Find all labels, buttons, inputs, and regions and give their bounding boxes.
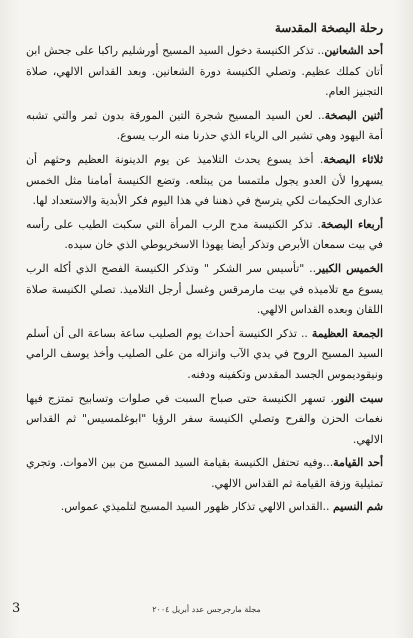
paragraph-thursday [26, 259, 383, 321]
paragraph-heading: الخميس الكبير [316, 261, 383, 275]
paragraph-tuesday [26, 150, 383, 212]
paragraph-text: .. لعن السيد المسيح شجرة التين المورقة بدون ثمر والتي تشبه أمة اليهود وهي تشير الى الرياء الذي حذرنا منه الرب يسوع. [26, 108, 383, 143]
paragraph-easter [26, 453, 383, 494]
paragraph-sham-el-nessim [26, 497, 383, 518]
page-number: 3 [12, 601, 21, 616]
paragraph-heading: أثنين البصخة [324, 108, 383, 122]
paragraph-good-friday [26, 324, 383, 386]
paragraph-text: ..القداس الالهي تذكار ظهور السيد المسيح لتلميذي عمواس. [60, 500, 333, 514]
paragraph-text: . تسهر الكنيسة حتى صباح السبت في صلوات وتسابيح تمتزج فيها نغمات الحزن والفرح وتصلي الكنيسة سفر الرؤيا "ابوغلمسيس" ثم القداس الالهي. [26, 391, 383, 446]
paragraph-heading: شم النسيم [332, 500, 383, 514]
paragraph-text: ...وفيه تحتفل الكنيسة بقيامة السيد المسيح من بين الاموات. وتجري تمثيلية وزفة القيامة ثم القداس الالهي. [26, 456, 383, 490]
paragraph-heading: سبت النور [333, 391, 383, 405]
paragraph-heading: الجمعة العظيمة [311, 326, 383, 340]
article-body [26, 18, 383, 521]
paragraph-text: .. تذكر الكنيسة دخول السيد المسيح أورشليم راكبا على جحش ابن أتان كملك عظيم. وتصلي الكنيسة دورة الشعانين. وبعد القداس الالهي، صلاة التجنيز العام. [26, 44, 383, 99]
paragraph-text: . أخذ يسوع يحدث التلاميذ عن يوم الدينونة العظيم وحثهم أن يسهروا لأن العدو يجول ملتمسا من يبتلعه. وتضع الكنيسة أمامنا مثل الخمس عذارى الحكيمات لكي يترسخ في ذهننا في هذا اليوم فكر الأبدية والاستعداد لها. [26, 152, 383, 208]
paragraph-heading: أربعاء البصخة [320, 217, 383, 231]
paragraph-heading: أحد القيامة [333, 456, 383, 470]
paragraph-text: .. "تأسيس سر الشكر " وتذكر الكنيسة الفصح الذي أكله الرب يسوع مع تلاميذه في بيت مارمرقس وغسل أرجل التلاميذ. تصلي الكنيسة صلاة اللقان وبعده القداس الالهي. [26, 261, 383, 317]
publication-footer: مجلة مارجرجس عدد أبريل ٢٠٠٤ [152, 605, 261, 614]
paragraph-heading: ثلاثاء البصخة [323, 152, 383, 166]
paragraph-wednesday [26, 215, 383, 256]
article-title: رحلة البصخة المقدسة [274, 21, 383, 35]
paragraph-palm-sunday [26, 41, 383, 103]
paragraph-saturday [26, 389, 383, 451]
paragraph-monday [26, 106, 383, 147]
paragraph-heading: أحد الشعانين [324, 44, 383, 57]
paragraph-text: .. تذكر الكنيسة أحداث يوم الصليب ساعة بساعة الى أن أسلم السيد المسيح الروح في يدي الآب وانزاله من على الصليب وأخذ يوسف الرامي ونيقوديموس الجسد المقدس وتكفينه ودفنه. [26, 326, 383, 381]
paragraph-text: . تذكر الكنيسة مدح الرب المرأة التي سكبت الطيب على رأسه في بيت سمعان الأبرص وتذكر أيضا يهوذا الاسخريوطي الذي خان سيده. [26, 217, 383, 252]
